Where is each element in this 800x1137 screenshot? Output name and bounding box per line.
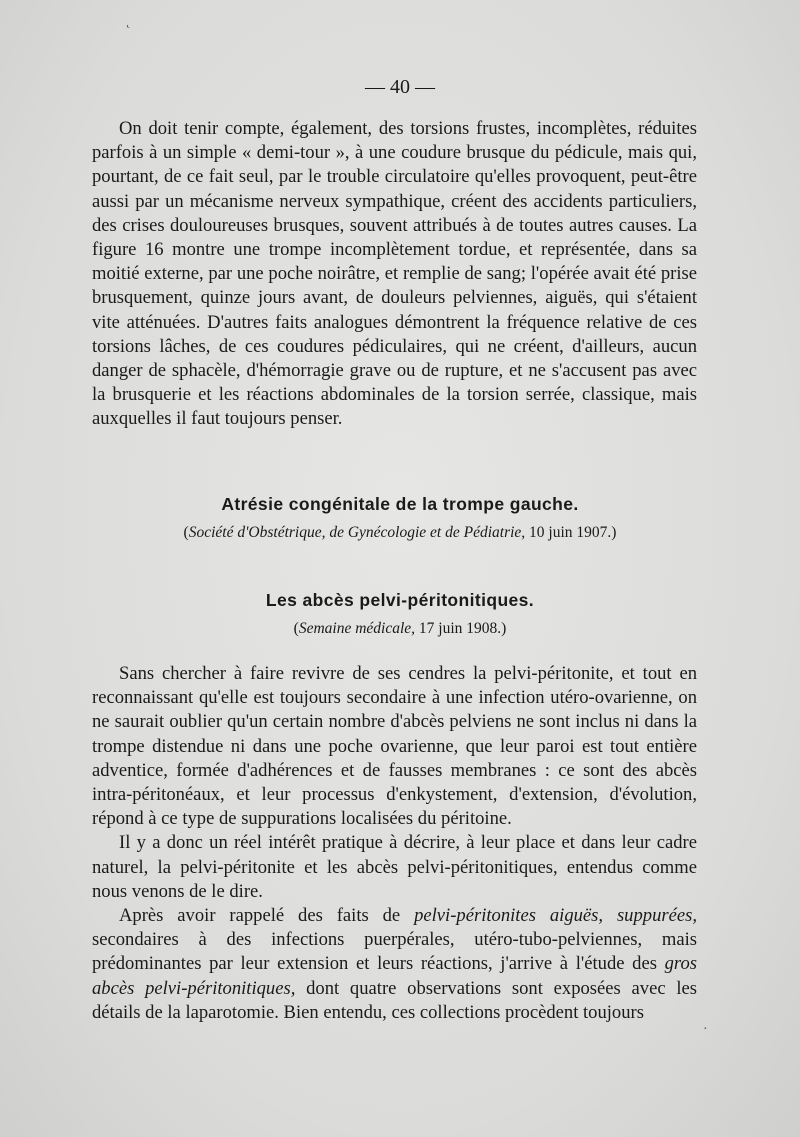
text-block-bottom — [92, 662, 697, 1025]
section-source: (Semaine médicale, 17 juin 1908.) — [293, 620, 507, 637]
text-block-top — [92, 117, 697, 432]
scan-speck: · — [703, 1022, 708, 1037]
paragraph-torsions: On doit tenir compte, également, des torsions frustes, incomplètes, réduites parfois à un simple « demi-tour », à une coudure brusque du pédicule, mais qui, pourtant, de ce fait seul, par le trouble circulatoire qu'elles provoquent, peut-être aussi par un mécanisme nerveux sympathique, créent des accidents particuliers, des crises douloureuses brusques, souvent attribués à de toutes autres causes. La figure 16 montre une trompe incomplètement tordue, et représentée, dans sa moitié externe, par une poche noirâtre, et remplie de sang; l'opérée avait été prise brusquement, quinze jours avant, de douleurs pelviennes, aiguës, qui s'étaient vite atténuées. D'autres faits analogues démontrent la fréquence relative de ces torsions lâches, de ces coudures pédiculaires, qui ne créent, d'ailleurs, aucun danger de sphacèle, d'hémorragie grave ou de rupture, et ne s'accusent pas avec la brusquerie et les réactions abdominales de la torsion serrée, classique, mais auxquelles il faut toujours penser. — [92, 118, 697, 430]
source-journal: Semaine médicale, — [298, 620, 416, 637]
section-abces — [0, 590, 800, 638]
section-title: Atrésie congénitale de la trompe gauche. — [221, 494, 579, 514]
paragraph-interet-pratique: Il y a donc un réel intérêt pratique à décrire, à leur place et dans leur cadre naturel, la pelvi-péritonite et les abcès pelvi-péritonitiques, entendus comme nous venons de le dire. — [92, 832, 697, 902]
section-source: (Société d'Obstétrique, de Gynécologie et de Pédiatrie, 10 juin 1907.) — [183, 524, 617, 541]
scan-speck: ˛ — [126, 14, 131, 29]
source-journal: Société d'Obstétrique, de Gynécologie et de Pédiatrie, — [188, 524, 526, 541]
section-title: Les abcès pelvi-péritonitiques. — [265, 590, 535, 610]
paragraph-pelvi-peritonite: Sans chercher à faire revivre de ses cendres la pelvi-péritonite, et tout en reconnaissant qu'elle est toujours secondaire à une infection utéro-ovarienne, on ne saurait oublier qu'un certain nombre d'abcès pelviens ne sont inclus ni dans la trompe distendue ni dans une poche ovarienne, que leur paroi est tout entière adventice, formée d'adhérences et de fausses membranes : ce sont des abcès intra-péritonéaux, et leur processus d'enkystement, d'extension, d'évolution, répond à ce type de suppurations localisées du péritoine. — [92, 663, 697, 830]
section-atresie — [0, 494, 800, 542]
paragraph-abces: Après avoir rappelé des faits de pelvi-péritonites aiguës, suppurées, secondaires à des infections puerpérales, utéro-tubo-pelviennes, mais prédominantes par leur extension et leurs réactions, j'arrive à l'étude des gros abcès pelvi-péritonitiques, dont quatre observations sont exposées avec les détails de la laparotomie. Bien entendu, ces collections procèdent toujours — [92, 905, 697, 1023]
page-number: — 40 — — [365, 76, 435, 98]
source-date: 17 juin 1908.) — [415, 620, 507, 637]
source-date: 10 juin 1907.) — [525, 524, 617, 541]
